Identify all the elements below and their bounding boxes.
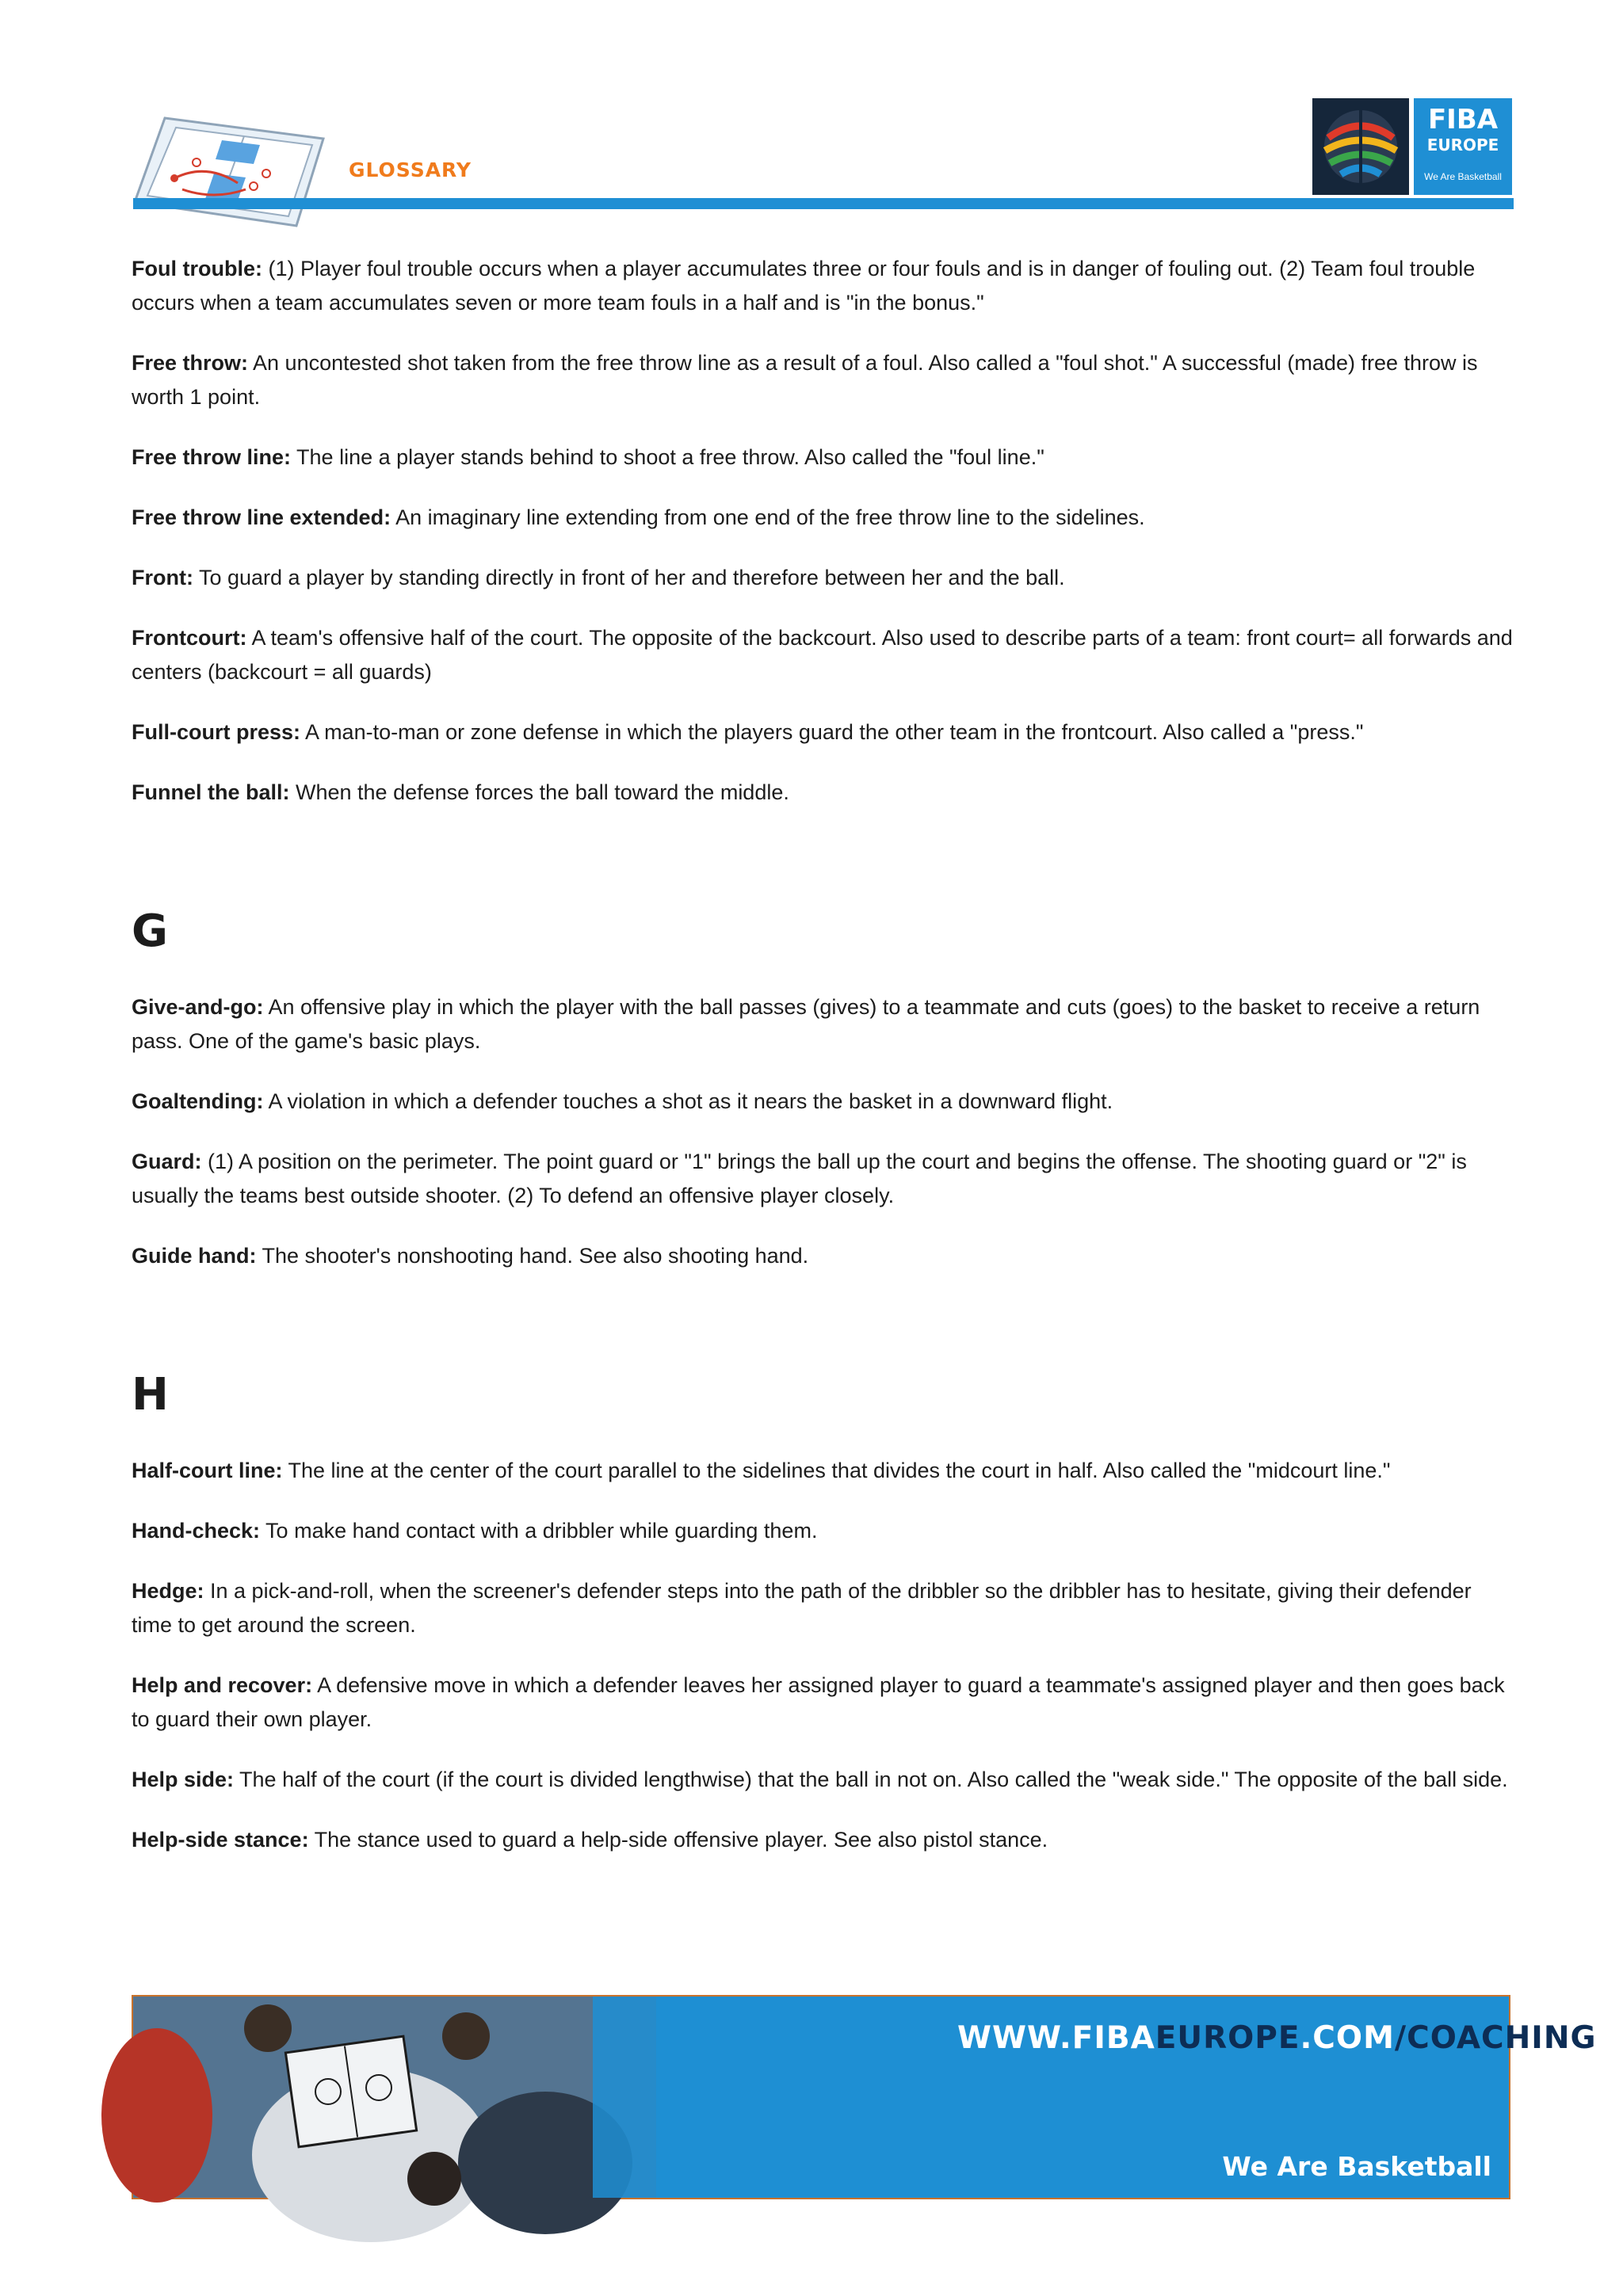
glossary-definition: In a pick-and-roll, when the screener's defender steps into the path of the dribbler so the dribbler has to hesitate, giving their defender time to get around the screen. <box>132 1579 1472 1637</box>
glossary-entry <box>132 715 1514 749</box>
url-part-2: EUROPE <box>1155 2020 1300 2056</box>
glossary-entry <box>132 621 1514 689</box>
glossary-term: Goaltending: <box>132 1089 264 1113</box>
glossary-definition: The shooter's nonshooting hand. See also shooting hand. <box>256 1244 809 1268</box>
glossary-term: Hand-check: <box>132 1519 261 1543</box>
fiba-wordmark <box>1414 98 1512 195</box>
glossary-entry <box>132 1239 1514 1273</box>
glossary-entry <box>132 346 1514 414</box>
glossary-definition: The half of the court (if the court is divided lengthwise) that the ball in not on. Also called the "weak side." The opposite of the ball side. <box>234 1768 1508 1791</box>
glossary-term: Foul trouble: <box>132 257 262 280</box>
glossary-term: Full-court press: <box>132 720 301 744</box>
fiba-word: FIBA <box>1427 104 1499 135</box>
fiba-europe-logo <box>1312 98 1512 195</box>
glossary-term: Hedge: <box>132 1579 204 1603</box>
glossary-term: Frontcourt: <box>132 626 247 650</box>
glossary-term: Guide hand: <box>132 1244 257 1268</box>
glossary-definition: An offensive play in which the player with the ball passes (gives) to a teammate and cuts (goes) to the basket to receive a return pass. One of the game's basic plays. <box>132 995 1480 1053</box>
glossary-definition: The stance used to guard a help-side offensive player. See also pistol stance. <box>308 1828 1048 1852</box>
tactics-board-icon <box>127 107 341 242</box>
glossary-term: Half-court line: <box>132 1459 283 1482</box>
glossary-term: Guard: <box>132 1150 202 1173</box>
glossary-definition: When the defense forces the ball toward the middle. <box>289 780 789 804</box>
glossary-entry <box>132 1669 1514 1737</box>
glossary-term: Funnel the ball: <box>132 780 290 804</box>
glossary-definition: An uncontested shot taken from the free throw line as a result of a foul. Also called a "foul shot." A successful (made) free throw is worth 1 point. <box>132 351 1478 409</box>
glossary-definition: A team's offensive half of the court. The opposite of the backcourt. Also used to describe parts of a team: front court= all forwards and centers (backcourt = all guards) <box>132 626 1513 684</box>
glossary-definition: (1) Player foul trouble occurs when a player accumulates three or four fouls and is in danger of fouling out. (2) Team foul trouble occurs when a team accumulates seven or more team fouls in a half and is "in the bonus." <box>132 257 1476 315</box>
url-part-1: WWW.FIBA <box>957 2020 1155 2056</box>
glossary-group-f <box>132 252 1514 810</box>
glossary-definition: A violation in which a defender touches a shot as it nears the basket in a downward flight. <box>263 1089 1113 1113</box>
glossary-term: Free throw: <box>132 351 249 375</box>
website-link[interactable] <box>957 2020 1597 2056</box>
glossary-entry <box>132 501 1514 535</box>
glossary-definition: The line a player stands behind to shoot a free throw. Also called the "foul line." <box>291 445 1044 469</box>
glossary-entry <box>132 252 1514 320</box>
section-label: GLOSSARY <box>349 158 472 181</box>
glossary-definition: A man-to-man or zone defense in which the players guard the other team in the frontcourt. Also called a "press." <box>300 720 1364 744</box>
fiba-slogan: We Are Basketball <box>1424 171 1502 182</box>
glossary-entry <box>132 1823 1514 1857</box>
glossary-group-g <box>132 990 1514 1273</box>
glossary-entry <box>132 1454 1514 1488</box>
glossary-entry <box>132 441 1514 475</box>
glossary-entry <box>132 1085 1514 1119</box>
glossary-term: Help side: <box>132 1768 235 1791</box>
letter-heading-g: G <box>132 906 168 957</box>
url-part-4: /COACHING <box>1394 2020 1597 2056</box>
basketball-globe-icon <box>1312 98 1409 195</box>
glossary-definition: To make hand contact with a dribbler while guarding them. <box>260 1519 818 1543</box>
glossary-group-h <box>132 1454 1514 1857</box>
glossary-definition: The line at the center of the court parallel to the sidelines that divides the court in half. Also called the "midcourt line." <box>282 1459 1391 1482</box>
glossary-term: Free throw line: <box>132 445 292 469</box>
glossary-entry <box>132 990 1514 1058</box>
glossary-term: Help-side stance: <box>132 1828 309 1852</box>
glossary-definition: An imaginary line extending from one end of the free throw line to the sidelines. <box>391 505 1145 529</box>
glossary-entry <box>132 1145 1514 1213</box>
glossary-term: Free throw line extended: <box>132 505 391 529</box>
header-divider <box>133 198 1514 209</box>
coaches-photo-image <box>133 1997 656 2198</box>
glossary-entry <box>132 1574 1514 1642</box>
glossary-entry <box>132 561 1514 595</box>
glossary-term: Front: <box>132 566 193 589</box>
page-header <box>0 0 1623 238</box>
glossary-term: Help and recover: <box>132 1673 313 1697</box>
glossary-definition: (1) A position on the perimeter. The point guard or "1" brings the ball up the court and begins the offense. The shooting guard or "2" is usually the teams best outside shooter. (2) To defend an offensive player closely. <box>132 1150 1467 1207</box>
footer-slogan: We Are Basketball <box>1222 2151 1491 2182</box>
glossary-definition: To guard a player by standing directly in front of her and therefore between her and the ball. <box>193 566 1065 589</box>
glossary-entry <box>132 776 1514 810</box>
glossary-entry <box>132 1514 1514 1548</box>
url-part-3: .COM <box>1300 2020 1395 2056</box>
footer-banner <box>132 1995 1597 2199</box>
fiba-region: EUROPE <box>1426 135 1499 154</box>
glossary-content <box>132 252 1514 1883</box>
letter-heading-h: H <box>132 1369 169 1421</box>
glossary-definition: A defensive move in which a defender leaves her assigned player to guard a teammate's assigned player and then goes back to guard their own player. <box>132 1673 1505 1731</box>
glossary-term: Give-and-go: <box>132 995 264 1019</box>
glossary-entry <box>132 1763 1514 1797</box>
